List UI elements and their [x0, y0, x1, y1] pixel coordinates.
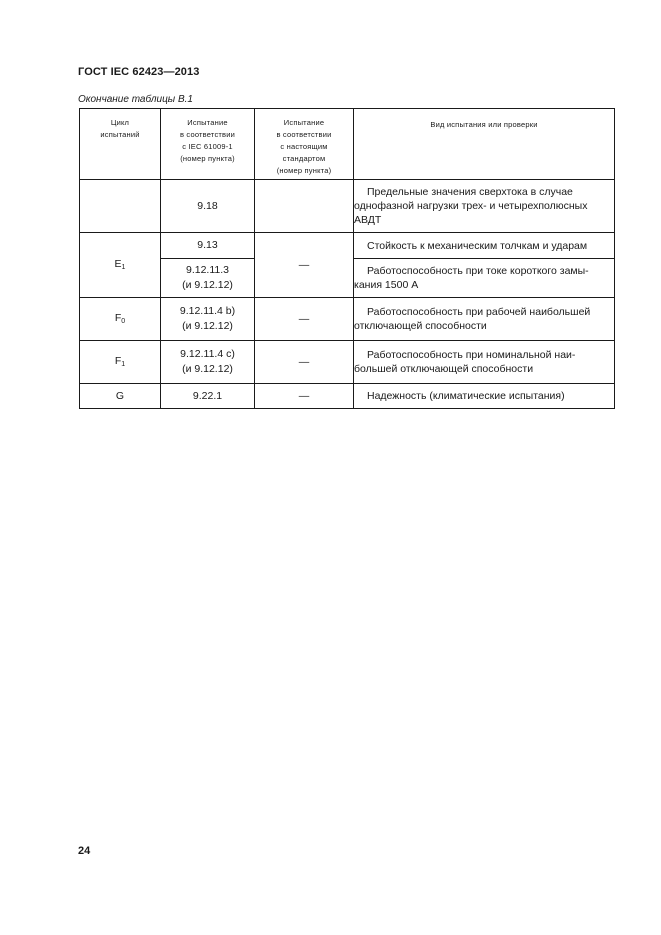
description-line: Стойкость к механическим толчкам и ударам [367, 239, 588, 252]
description-line: Предельные значения сверхтока в случае [367, 186, 573, 198]
table-header-row [80, 109, 615, 180]
header-standard-line: Испытание [283, 118, 325, 127]
iec-clause-line: (и 9.12.12) [182, 363, 233, 375]
header-test-iec [161, 109, 255, 180]
description-line: большей отключающей способности [354, 363, 534, 375]
description-line: АВДТ [354, 214, 382, 226]
description-line: Работоспособность при рабочей наибольшей [367, 306, 591, 318]
table-caption: Окончание таблицы В.1 [78, 94, 193, 105]
header-cycle-line: Цикл [110, 118, 130, 127]
description-line: отключающей способности [354, 320, 487, 332]
iec-clause-cell [161, 259, 255, 298]
description-line: Работоспособность при номинальной наи- [367, 349, 576, 361]
header-iec-line: Испытание [187, 118, 228, 127]
test-description-cell [354, 384, 615, 409]
iec-clause-cell: 9.22.1 [161, 384, 255, 409]
standard-clause-cell: — [255, 298, 354, 341]
cycle-cell [80, 233, 161, 298]
header-test-standard [255, 109, 354, 180]
iec-clause-line: 9.12.11.4 b) [179, 305, 236, 317]
document-standard-header: ГОСТ IEC 62423—2013 [78, 66, 200, 78]
standard-clause-cell: — [255, 233, 354, 298]
test-description-cell [354, 341, 615, 384]
description-line: кания 1500 А [354, 279, 419, 291]
cycle-cell [80, 180, 161, 233]
cycle-subscript: 1 [121, 264, 126, 271]
test-description-cell [354, 180, 615, 233]
table-row [80, 180, 615, 233]
iec-clause-cell [161, 298, 255, 341]
cycle-cell [80, 341, 161, 384]
cycle-subscript: 1 [121, 361, 126, 368]
standard-clause-cell: — [255, 341, 354, 384]
cycle-subscript: 0 [121, 318, 126, 325]
cycle-label: E [114, 258, 122, 270]
description-line: Надежность (климатические испытания) [367, 390, 565, 402]
header-iec-line: (номер пункта) [180, 154, 235, 163]
iec-clause-line: 9.12.11.4 c) [180, 348, 235, 360]
iec-clause-cell: 9.18 [161, 180, 255, 233]
iec-clause-line: 9.12.11.3 [185, 264, 229, 276]
table-row [80, 384, 615, 409]
header-test-cycle [80, 109, 161, 180]
cycle-label: F [114, 312, 122, 324]
test-cycles-table [79, 108, 615, 409]
iec-clause-line: (и 9.12.12) [182, 279, 233, 291]
header-iec-line: в соответствии [179, 130, 236, 139]
table-row [80, 298, 615, 341]
header-standard-line: с настоящим [280, 142, 328, 151]
description-line: однофазной нагрузки трех- и четырехполюсных [354, 200, 588, 212]
header-cycle-line: испытаний [100, 130, 140, 139]
table-row [80, 341, 615, 384]
page-number: 24 [78, 845, 91, 857]
header-standard-line: в соответствии [276, 130, 332, 139]
test-description-cell [354, 298, 615, 341]
header-description-label: Вид испытания или проверки [430, 120, 538, 129]
test-description-cell [354, 259, 615, 298]
iec-clause-cell: 9.13 [161, 233, 255, 259]
standard-clause-cell [255, 180, 354, 233]
cycle-label: F [114, 355, 122, 367]
iec-clause-cell [161, 341, 255, 384]
header-iec-line: с IEC 61009-1 [182, 142, 233, 151]
test-description-cell [354, 233, 615, 259]
header-standard-line: (номер пункта) [276, 166, 332, 175]
iec-clause-line: (и 9.12.12) [182, 320, 233, 332]
cycle-cell: G [80, 384, 161, 409]
header-test-description [354, 109, 615, 180]
cycle-cell [80, 298, 161, 341]
standard-clause-cell: — [255, 384, 354, 409]
description-line: Работоспособность при токе короткого замы- [367, 265, 589, 277]
table-row [80, 233, 615, 259]
header-standard-line: стандартом [282, 154, 326, 163]
